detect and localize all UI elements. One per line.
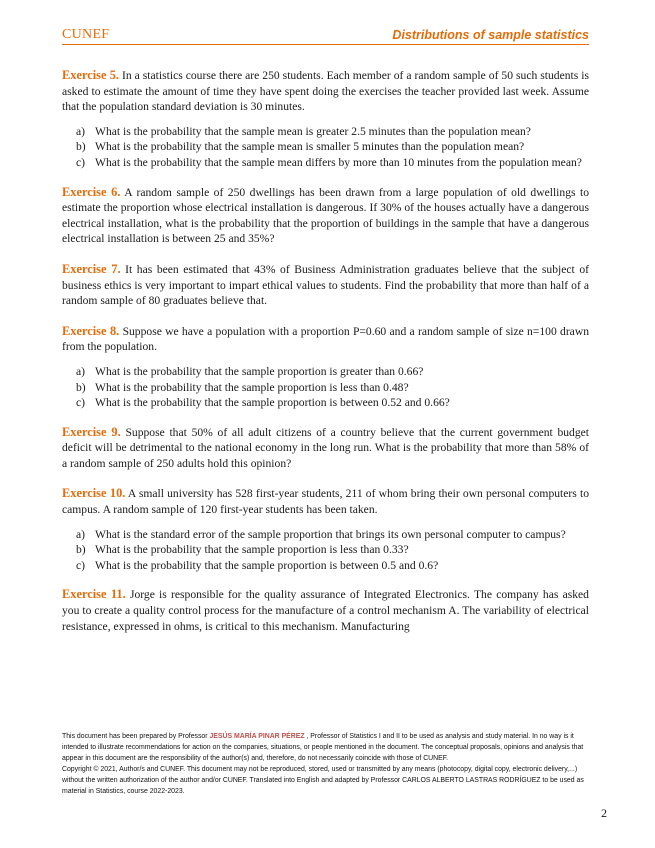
exercise-text: It has been estimated that 43% of Business Administration graduates believe that the subject of business ethics is very important to impart ethical values to students. Find the probability that more than half of a random sample of 80 graduates believe that. [62,262,589,308]
item-text: What is the probability that the sample proportion is greater than 0.66? [95,364,424,378]
exercise-text: Jorge is responsible for the quality assurance of Integrated Electronics. The company has asked you to create a quality control process for the manufacture of a control mechanism A. The variability of electrical resistance, expressed in ohms, is critical to this mechanism. Manufacturing [62,588,589,633]
item-marker: b) [76,543,86,557]
exercise-text: A small university has 528 first-year students, 211 of whom bring their own personal computers to campus. A random sample of 120 first-year students has been taken. [62,487,589,517]
list-item [62,542,589,558]
exercise-10 [62,486,589,517]
exercise-label: Exercise 10. [62,486,126,501]
list-item [62,139,589,155]
exercise-label: Exercise 5. [62,68,119,82]
exercise-text: In a statistics course there are 250 students. Each member of a random sample of 50 such students is asked to estimate the amount of time they have spent doing the exercises the teacher provided last week. Assume that the population standard deviation is 30 minutes. [62,69,590,114]
item-text: What is the probability that the sample proportion is between 0.5 and 0.6? [95,558,439,572]
item-text: What is the probability that the sample mean differs by more than 10 minutes from the population mean? [95,155,582,169]
exercise-text: Suppose that 50% of all adult citizens of a country believe that the current government budget deficit will be detrimental to the national economy in the long run. What is the probability that more than 58% of a random sample of 250 adults hold this opinion? [62,425,590,470]
exercise-label: Exercise 6. [62,184,121,199]
header-document-title: Distributions of sample statistics [392,28,589,42]
item-marker: a) [76,364,86,378]
exercise-5-questions [62,124,589,171]
exercise-5 [62,68,589,115]
footer-copyright: Copyright © 2021, Author/s and CUNEF. This document may not be reproduced, stored, used or transmitted by any means (photocopy, digital copy, electronic delivery,...) without the written authorization of the author and/or CUNEF. Translated into English and adapted by Professor CARLOS ALBERTO LASTRAS RODRÍGUEZ to be used as material in Statistics, course 2022-2023. [62,765,584,795]
list-item [62,558,589,574]
page-header [62,24,589,46]
item-text: What is the probability that the sample proportion is between 0.52 and 0.66? [95,396,450,410]
exercise-text: A random sample of 250 dwellings has been drawn from a large population of old dwellings to estimate the proportion whose electrical installation is dangerous. If 30% of the houses actually have a dangerous electrical installation, what is the probability that the proportion of buildings in the sample that have a dangerous electrical installation is between 25 and 35%? [62,185,589,246]
list-item [62,364,589,380]
list-item [62,155,589,171]
header-brand: CUNEF [62,27,110,42]
exercises-body [62,68,589,649]
exercise-label: Exercise 7. [62,261,121,276]
item-text: What is the probability that the sample mean is smaller 5 minutes than the population mean? [95,140,525,154]
exercise-7 [62,262,589,309]
exercise-11 [62,587,589,634]
item-marker: c) [76,155,86,169]
item-text: What is the probability that the sample proportion is less than 0.48? [95,380,409,394]
footer-text: This document has been prepared by Professor [62,733,210,740]
exercise-9 [62,425,589,472]
exercise-10-questions [62,527,589,574]
exercise-label: Exercise 8. [62,323,120,338]
list-item [62,380,589,396]
page-number: 2 [601,806,607,820]
item-marker: b) [76,140,86,154]
item-text: What is the probability that the sample proportion is less than 0.33? [95,543,409,557]
item-marker: a) [76,124,86,138]
exercise-label: Exercise 9. [62,424,121,439]
list-item [62,527,589,543]
item-marker: c) [76,396,86,410]
item-text: What is the standard error of the sample proportion that brings its own personal computer to campus? [95,527,566,541]
item-marker: c) [76,558,86,572]
exercise-label: Exercise 11. [62,587,126,602]
item-marker: a) [76,527,86,541]
exercise-8 [62,324,589,355]
page-footer [62,732,589,797]
exercise-text: Suppose we have a population with a proportion P=0.60 and a random sample of size n=100 drawn from the population. [62,324,589,354]
footer-disclaimer [62,732,589,765]
footer-author-name: JESÚS MARÍA PINAR PÉREZ [209,733,305,740]
footer-text: , Professor of Statistics I and II to be used as analysis and study material. In no way is it intended to illustrate recommendations for action on the companies, situations, or people mentioned in the document. The conceptual proposals, opinions and analysis that appear in this document are the responsibility of the author(s) and, therefore, do not necessarily coincide with those of CUNEF. [62,733,584,762]
list-item [62,124,589,140]
header-rule [62,44,589,45]
item-marker: b) [76,380,86,394]
exercise-8-questions [62,364,589,411]
list-item [62,395,589,411]
item-text: What is the probability that the sample mean is greater 2.5 minutes than the population mean? [95,124,531,138]
exercise-6 [62,185,589,247]
